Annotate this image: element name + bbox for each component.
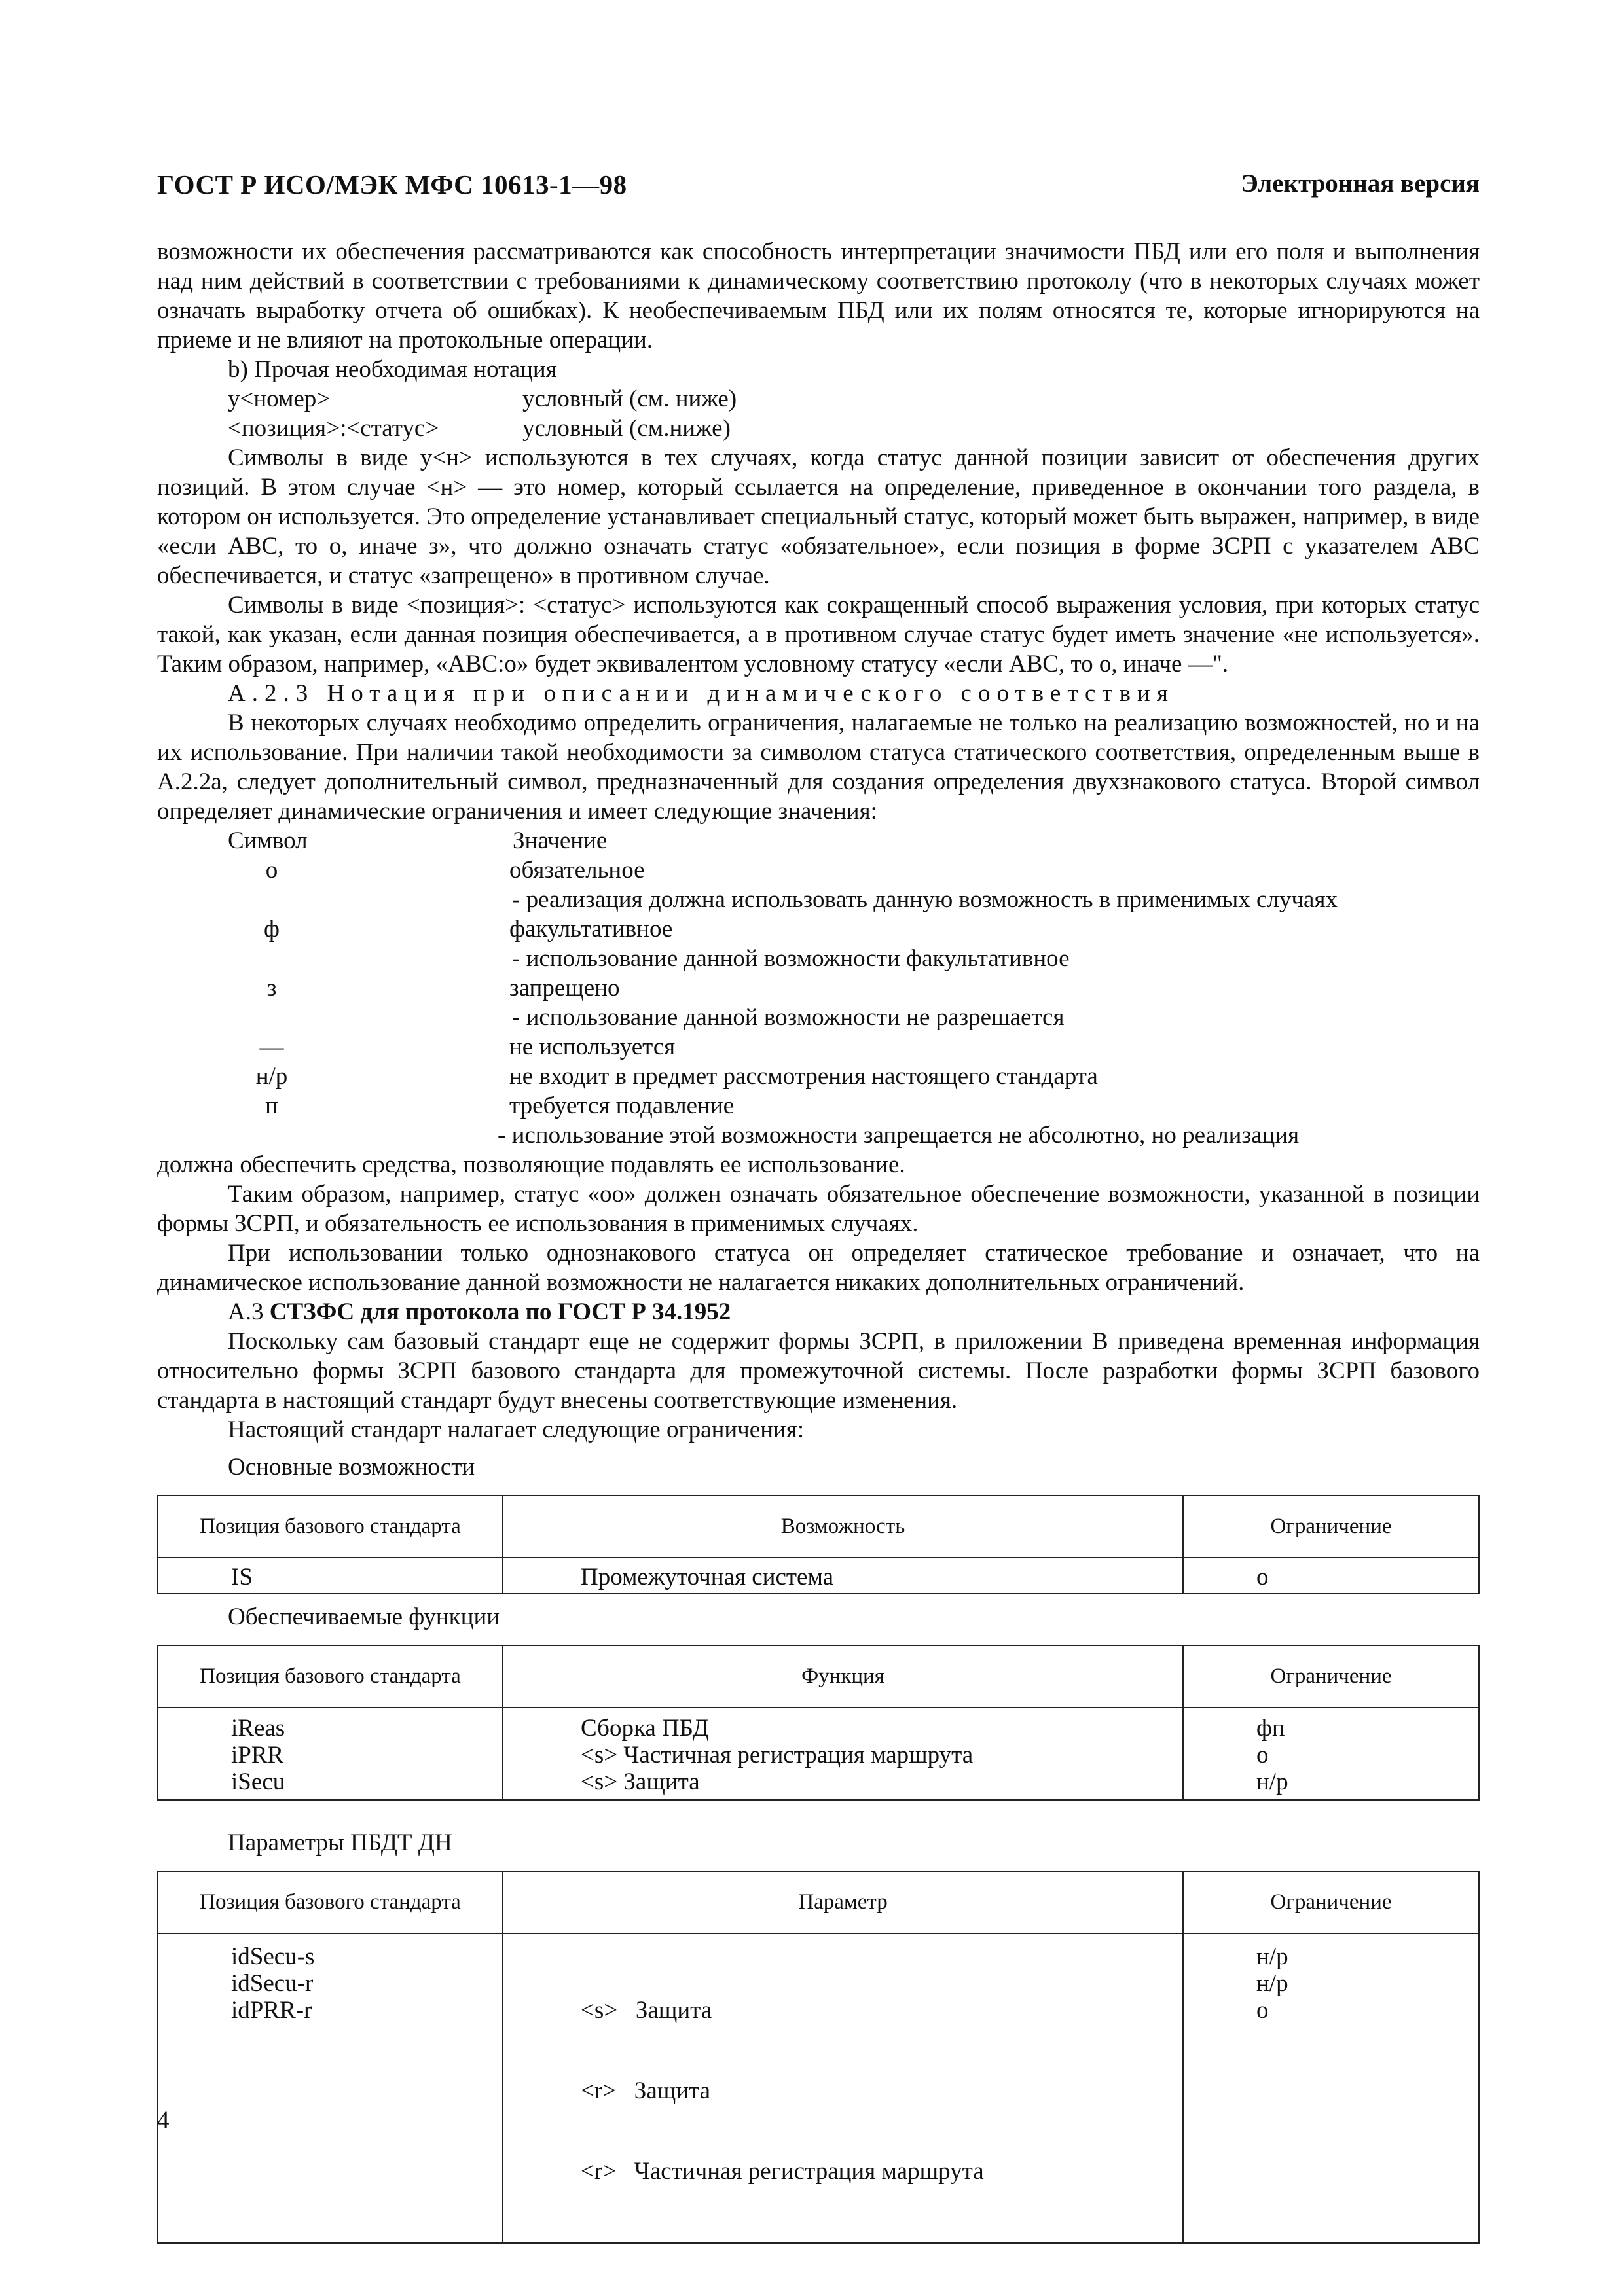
table-cell: фп о н/р xyxy=(1183,1708,1479,1800)
symbol: н/р xyxy=(255,1063,288,1090)
symbol-row xyxy=(157,855,1480,885)
section-title: СТЗФС для протокола по ГОСТ Р 34.1952 xyxy=(269,1299,731,1325)
symbol-column-label: Символ xyxy=(228,827,308,854)
table-header-row xyxy=(158,1871,1479,1933)
standard-title: ГОСТ Р ИСО/МЭК МФС 10613-1—98 xyxy=(157,170,627,200)
notation-row xyxy=(157,414,1480,443)
symbol-explanation: - использование данной возможности не разрешается xyxy=(512,1004,1065,1031)
table-row xyxy=(158,1558,1479,1594)
symbol-explanation: - использование этой возможности запрещается не абсолютно, но реализация xyxy=(498,1122,1300,1149)
symbol-row xyxy=(157,914,1480,944)
symbol: ф xyxy=(264,916,280,942)
table-cell: н/р н/р о xyxy=(1183,1933,1479,2243)
table-cell: о xyxy=(1183,1558,1479,1594)
notation-symbol: <позиция>:<статус> xyxy=(228,415,439,442)
paragraph: Поскольку сам базовый стандарт еще не содержит формы ЗСРП, в приложении В приведена временная информация относительно формы ЗСРП базового стандарта для промежуточной системы. После разработки формы ЗСРП базового стандарта в настоящий стандарт будут внесены соответствующие изменения. xyxy=(157,1328,1480,1414)
symbol-row xyxy=(157,1032,1480,1062)
page-number: 4 xyxy=(157,2107,170,2134)
paragraph: Таким образом, например, статус «оо» должен означать обязательное обеспечение возможности, указанной в позиции формы ЗСРП, и обязательность ее использования в применимых случаях. xyxy=(157,1181,1480,1237)
paragraph: возможности их обеспечения рассматриваются как способность интерпретации значимости ПБД или его поля и выполнения над ним действий в соответствии с требованиями к динамическому соответствию протоколу (что в некоторых случаях может означать выработку отчета об ошибках). К необеспечиваемым ПБД или их полям относятся те, которые игнорируются на приеме и не влияют на протокольные операции. xyxy=(157,238,1480,353)
paragraph: должна обеспечить средства, позволяющие подавлять ее использование. xyxy=(157,1151,905,1178)
paragraph: Символы в виде у<н> используются в тех случаях, когда статус данной позиции зависит от обеспечения других позиций. В этом случае <н> — это номер, который ссылается на определение, приведенное в окончании того раздела, в котором он используется. Это определение устанавливает специальный статус, который может быть выражен, например, в виде «если АВС, то о, иначе з», что должно означать статус «обязательное», если позиция в форме ЗСРП с указателем АВС обеспечивается, и статус «запрещено» в противном случае. xyxy=(157,444,1480,589)
table-header-row xyxy=(158,1645,1479,1708)
table-header-cell: Позиция базового стандарта xyxy=(158,1496,503,1558)
table-header-cell: Ограничение xyxy=(1183,1496,1479,1558)
paragraph: Символы в виде <позиция>: <статус> используются как сокращенный способ выражения условия, при которых статус такой, как указан, если данная позиция обеспечивается, а в противном случае статус будет иметь значение «не используется». Таким образом, например, «АВС:о» будет эквивалентом условному статусу «если АВС, то о, иначе —". xyxy=(157,592,1480,677)
version-label: Электронная версия xyxy=(1241,170,1480,198)
symbol-meaning: не входит в предмет рассмотрения настоящего стандарта xyxy=(509,1063,1098,1090)
parameters-table xyxy=(157,1871,1480,2244)
table-cell: <s> Защита <r> Защита <r> Частичная регистрация маршрута xyxy=(503,1933,1183,2243)
symbol-row xyxy=(157,1091,1480,1121)
symbol-meaning: обязательное xyxy=(509,857,645,884)
page-body xyxy=(157,237,1480,2244)
page-header xyxy=(157,169,1480,208)
symbol: о xyxy=(265,857,278,884)
symbol: з xyxy=(266,975,277,1001)
table-row xyxy=(158,1933,1479,2243)
table-caption: Параметры ПБДТ ДН xyxy=(228,1829,452,1856)
table-row xyxy=(158,1708,1479,1800)
table-cell: iReas iPRR iSecu xyxy=(158,1708,503,1800)
table-header-cell: Позиция базового стандарта xyxy=(158,1871,503,1933)
list-item: b) Прочая необходимая нотация xyxy=(228,356,557,383)
symbol-explanation: - использование данной возможности факультативное xyxy=(512,945,1070,972)
functions-table xyxy=(157,1645,1480,1801)
section-number: А.3 xyxy=(228,1299,264,1325)
paragraph: Настоящий стандарт налагает следующие ограничения: xyxy=(228,1416,805,1443)
table-header-cell: Ограничение xyxy=(1183,1871,1479,1933)
symbol-meaning: запрещено xyxy=(509,975,620,1001)
table-header-cell: Параметр xyxy=(503,1871,1183,1933)
symbol-row xyxy=(157,973,1480,1003)
capabilities-table xyxy=(157,1495,1480,1594)
paragraph: При использовании только однознакового статуса он определяет статическое требование и означает, что на динамическое использование данной возможности не налагается никаких дополнительных ограничений. xyxy=(157,1240,1480,1296)
symbol-row xyxy=(157,1062,1480,1091)
symbol-meaning: не используется xyxy=(509,1033,676,1060)
symbol-explanation: - реализация должна использовать данную возможность в применимых случаях xyxy=(512,886,1338,913)
symbol-meaning: факультативное xyxy=(509,916,673,942)
table-cell: Сборка ПБД <s> Частичная регистрация маршрута <s> Защита xyxy=(503,1708,1183,1800)
table-header-cell: Ограничение xyxy=(1183,1645,1479,1708)
table-header-row xyxy=(158,1496,1479,1558)
symbol-meaning: требуется подавление xyxy=(509,1092,735,1119)
notation-symbol: у<номер> xyxy=(228,386,331,412)
notation-meaning: условный (см.ниже) xyxy=(522,415,731,442)
notation-meaning: условный (см. ниже) xyxy=(522,386,737,412)
table-caption: Основные возможности xyxy=(228,1454,475,1480)
symbol: — xyxy=(259,1033,284,1060)
table-caption: Обеспечиваемые функции xyxy=(228,1604,500,1630)
section-heading-a23: А.2.3 Нотация при описании динамического соответствия xyxy=(228,680,1175,707)
symbol: п xyxy=(265,1092,278,1119)
value-column-label: Значение xyxy=(513,827,608,854)
notation-row xyxy=(157,384,1480,414)
paragraph: В некоторых случаях необходимо определить ограничения, налагаемые не только на реализацию возможностей, но и на их использование. При наличии такой необходимости за символом статуса статического соответствия, определенным выше в А.2.2а, следует дополнительный символ, предназначенный для создания определения двухзнакового статуса. Второй символ определяет динамические ограничения и имеет следующие значения: xyxy=(157,709,1480,825)
table-header-cell: Функция xyxy=(503,1645,1183,1708)
table-header-cell: Позиция базового стандарта xyxy=(158,1645,503,1708)
table-header-cell: Возможность xyxy=(503,1496,1183,1558)
table-cell: Промежуточная система xyxy=(503,1558,1183,1594)
section-heading-a3 xyxy=(157,1297,1480,1327)
table-cell: idSecu-s idSecu-r idPRR-r xyxy=(158,1933,503,2243)
table-cell: IS xyxy=(158,1558,503,1594)
symbol-table-header xyxy=(157,826,1480,855)
